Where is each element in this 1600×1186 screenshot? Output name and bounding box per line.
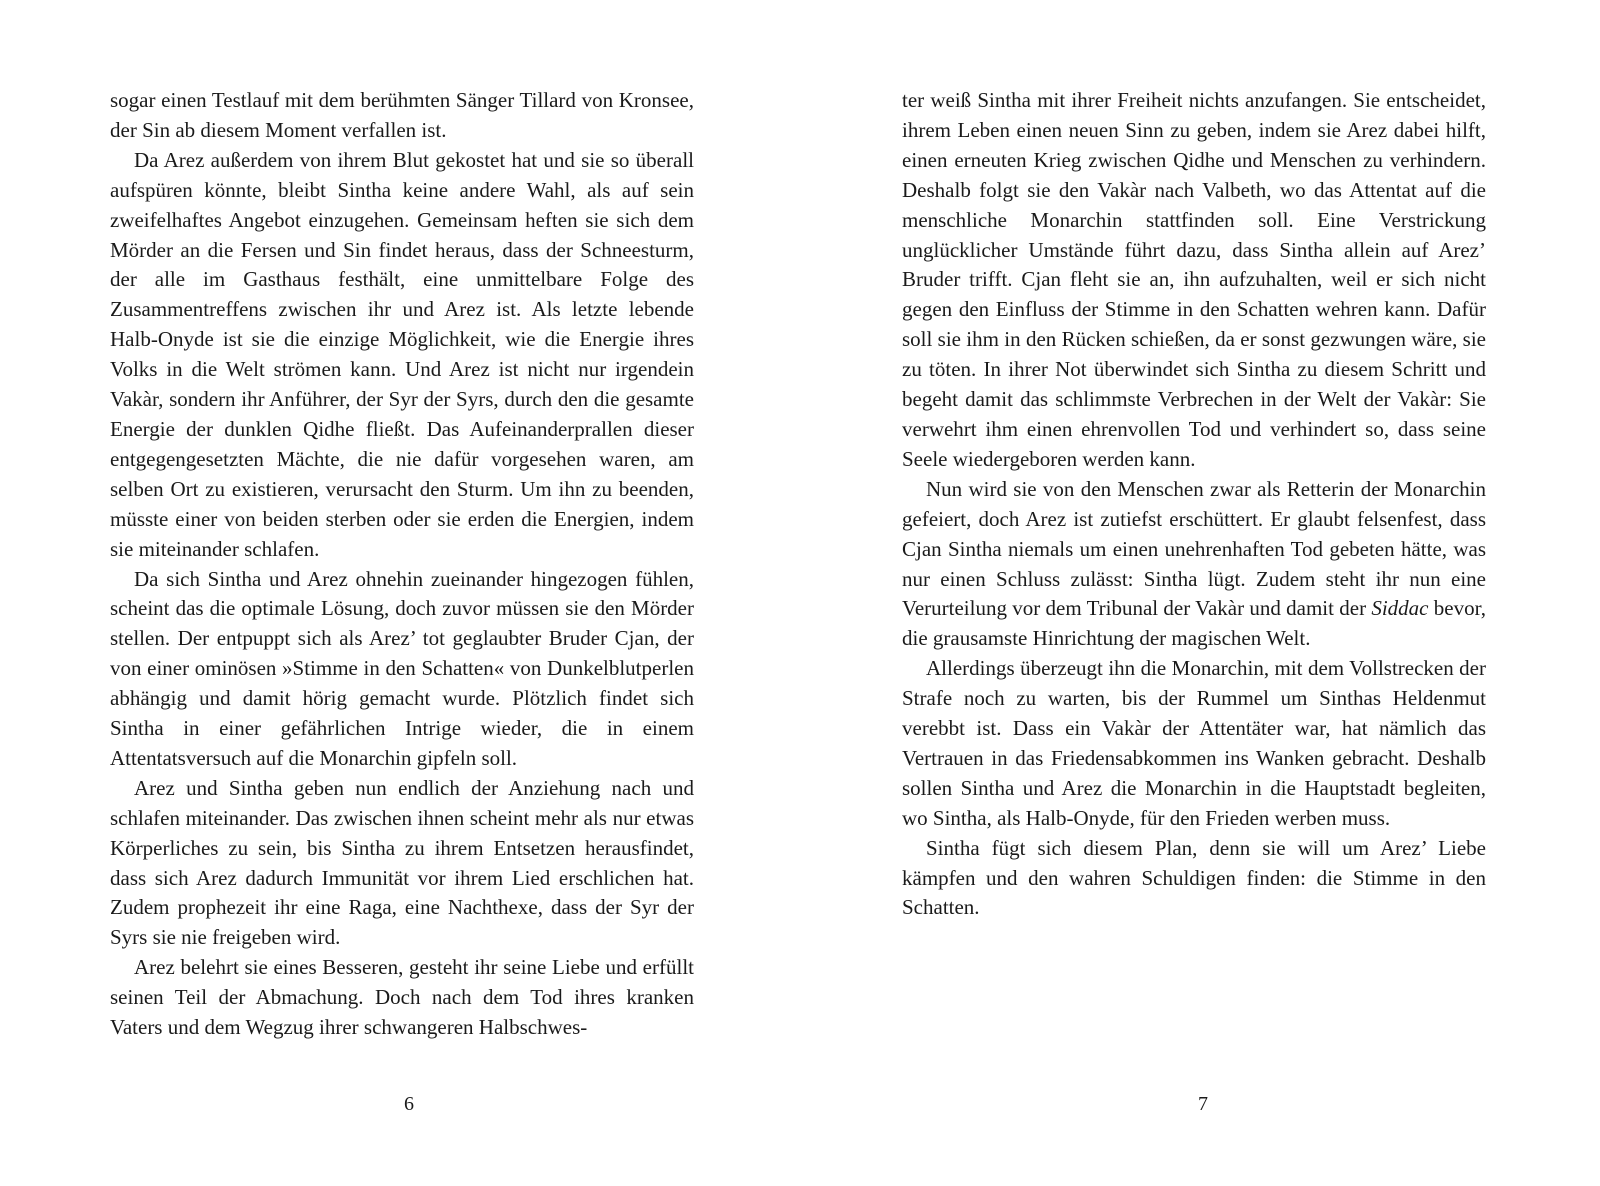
left-paragraph-3: Da sich Sintha und Arez ohnehin zueinander hingezogen fühlen, scheint das die optimale Lösung, doch zuvor müssen sie den Mörder stellen. Der entpuppt sich als Arez’ tot geglaubter Bruder Cjan, der von einer ominösen »Stimme in den Schatten« von Dunkelblutperlen abhängig und damit hörig gemacht wurde. Plötzlich findet sich Sintha in einer gefährlichen Intrige wieder, die in einem Attentatsversuch auf die Monarchin gipfeln soll. xyxy=(110,566,694,770)
left-paragraph-1: sogar einen Testlauf mit dem berühmten Sänger Tillard von Kronsee, der Sin ab diesem Moment verfallen ist. xyxy=(110,88,694,142)
siddac-term: Siddac xyxy=(1371,596,1429,621)
right-paragraph-3: Allerdings überzeugt ihn die Monarchin, mit dem Vollstrecken der Strafe noch zu warten, bis der Rummel um Sinthas Heldenmut verebbt ist. Dass ein Vakàr der Attentäter war, hat nämlich das Vertrauen in das Friedensabkommen ins Wanken gebracht. Deshalb sollen Sintha und Arez die Monarchin in die Hauptstadt begleiten, wo Sintha, als Halb-Onyde, für den Frieden werben muss. xyxy=(902,656,1486,830)
right-page-text xyxy=(902,86,1486,923)
right-paragraph-2 xyxy=(902,475,1486,654)
left-paragraph-2: Da Arez außerdem von ihrem Blut gekostet hat und sie so überall aufspüren könnte, bleibt Sintha keine andere Wahl, als auf sein zweifelhaftes Angebot einzugehen. Gemeinsam heften sie sich dem Mörder an die Fersen und Sin findet heraus, dass der Schneesturm, der alle im Gasthaus festhält, eine unmittelbare Folge des Zusammentreffens zwischen ihr und Arez ist. Als letzte lebende Halb-Onyde ist sie die einzige Möglichkeit, wie die Energie ihres Volks in die Welt strömen kann. Und Arez ist nicht nur irgendein Vakàr, sondern ihr Anführer, der Syr der Syrs, durch den die gesamte Energie der dunklen Qidhe fließt. Das Aufeinanderprallen dieser entgegengesetzten Mächte, die nie dafür vorgesehen waren, am selben Ort zu existieren, verursacht den Sturm. Um ihn zu beenden, müsste einer von beiden sterben oder sie erden die Energien, indem sie miteinander schlafen. xyxy=(110,147,694,561)
right-paragraph-2-tail: bevor, die grausamste Hinrichtung der magischen Welt. xyxy=(902,596,1487,651)
left-page-text xyxy=(110,86,694,1043)
right-page-number: 7 xyxy=(1198,1093,1208,1115)
left-paragraph-4: Arez und Sintha geben nun endlich der Anziehung nach und schlafen miteinander. Das zwischen ihnen scheint mehr als nur etwas Körperliches zu sein, bis Sintha zu ihrem Entsetzen herausfindet, dass sich Arez dadurch Immunität vor ihrem Lied erschlichen hat. Zudem prophezeit ihr eine Raga, eine Nachthexe, dass der Syr der Syrs sie nie freigeben wird. xyxy=(110,775,694,950)
left-paragraph-5: Arez belehrt sie eines Besseren, gesteht ihr seine Liebe und erfüllt seinen Teil der Abmachung. Doch nach dem Tod ihres kranken Vaters und dem Wegzug ihrer schwangeren Halbschwes- xyxy=(110,955,694,1040)
right-paragraph-1: ter weiß Sintha mit ihrer Freiheit nichts anzufangen. Sie entscheidet, ihrem Leben einen neuen Sinn zu geben, indem sie Arez dabei hilft, einen erneuten Krieg zwischen Qidhe und Menschen zu verhindern. Deshalb folgt sie den Vakàr nach Valbeth, wo das Attentat auf die menschliche Monarchin stattfinden soll. Eine Verstrickung unglücklicher Umstände führt dazu, dass Sintha allein auf Arez’ Bruder trifft. Cjan fleht sie an, ihn aufzuhalten, weil er sich nicht gegen den Einfluss der Stimme in den Schatten wehren kann. Dafür soll sie ihm in den Rücken schießen, da er sonst gezwungen wäre, sie zu töten. In ihrer Not überwindet sich Sintha zu diesem Schritt und begeht damit das schlimmste Verbrechen in der Welt der Vakàr: Sie verwehrt ihm einen ehrenvollen Tod und verhindert so, dass seine Seele wiedergeboren werden kann. xyxy=(902,88,1486,471)
right-paragraph-4: Sintha fügt sich diesem Plan, denn sie will um Arez’ Liebe kämpfen und den wahren Schuldigen finden: die Stimme in den Schatten. xyxy=(902,835,1486,920)
right-paragraph-2-text: Nun wird sie von den Menschen zwar als Retterin der Monarchin gefeiert, doch Arez ist zutiefst erschüttert. Er glaubt felsenfest, dass Cjan Sintha niemals um einen unehrenhaften Tod gebeten hätte, was nur einen Schluss zulässt: Sintha lügt. Zudem steht ihr nun eine Verurteilung vor dem Tribunal der Vakàr und damit der xyxy=(902,476,1486,621)
left-page-number: 6 xyxy=(404,1093,414,1115)
